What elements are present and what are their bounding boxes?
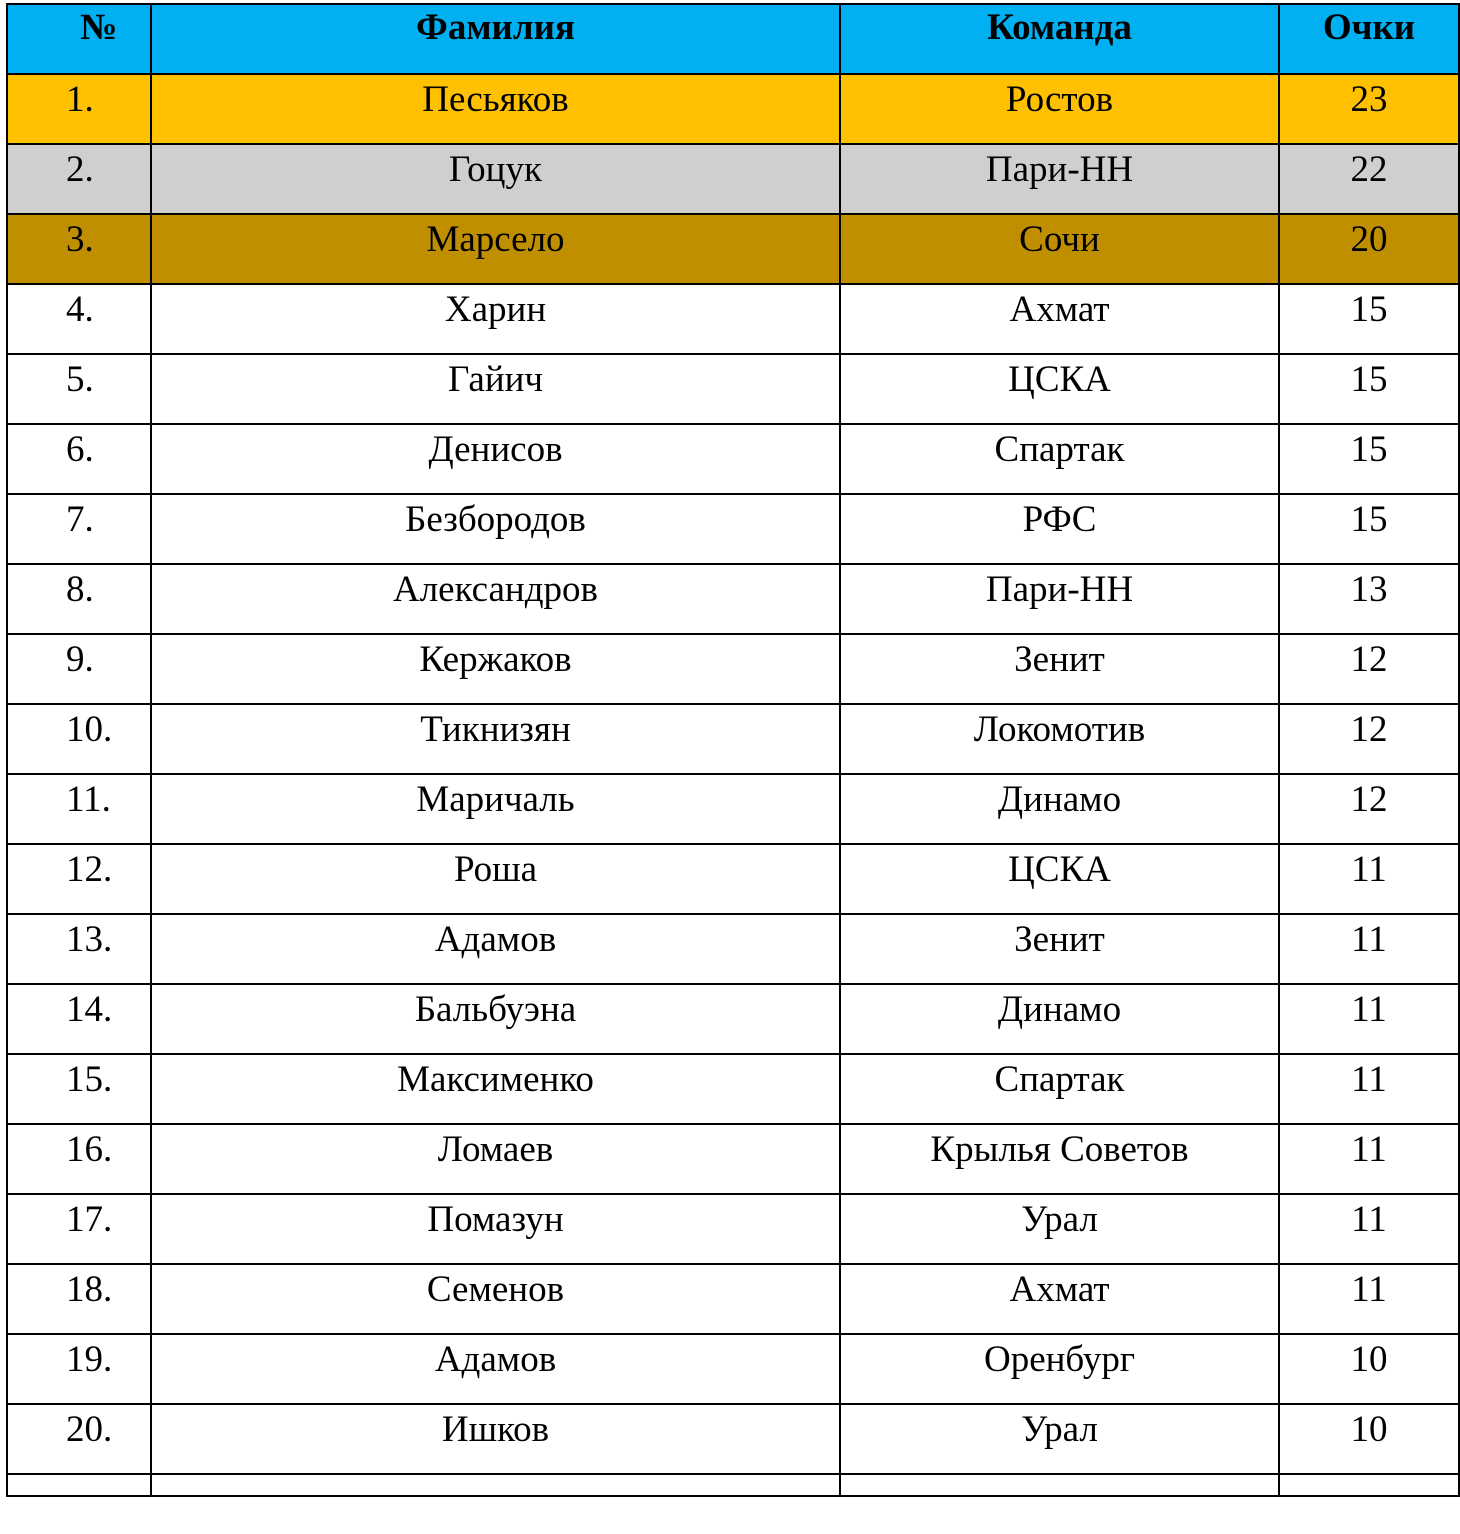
cell-surname: Ишков [151, 1404, 840, 1474]
cell-surname: Максименко [151, 1054, 840, 1124]
cell-surname: Кержаков [151, 634, 840, 704]
table-row [7, 354, 1459, 424]
cell-team: Ахмат [840, 284, 1279, 354]
cell-team: РФС [840, 494, 1279, 564]
cell-num: 2. [7, 144, 151, 214]
cell-surname: Марсело [151, 214, 840, 284]
cell-surname: Безбородов [151, 494, 840, 564]
cell-num: 18. [7, 1264, 151, 1334]
header-points: Очки [1279, 4, 1459, 74]
cell-surname: Харин [151, 284, 840, 354]
cell-num: 9. [7, 634, 151, 704]
cell-team: Сочи [840, 214, 1279, 284]
cell-surname: Помазун [151, 1194, 840, 1264]
cell-team: Спартак [840, 1054, 1279, 1124]
cell-num: 14. [7, 984, 151, 1054]
cell-team: Пари-НН [840, 564, 1279, 634]
cell-num: 3. [7, 214, 151, 284]
cell-num: 15. [7, 1054, 151, 1124]
cell-points: 15 [1279, 284, 1459, 354]
cell-points: 15 [1279, 354, 1459, 424]
table-row [7, 704, 1459, 774]
cell-surname: Гайич [151, 354, 840, 424]
cell-points: 11 [1279, 914, 1459, 984]
cell-num: 1. [7, 74, 151, 144]
cell-surname: Бальбуэна [151, 984, 840, 1054]
cell-points: 11 [1279, 844, 1459, 914]
table-row-partial [7, 1474, 1459, 1496]
cell-points: 11 [1279, 1264, 1459, 1334]
table-row [7, 984, 1459, 1054]
cell-empty [1279, 1474, 1459, 1496]
cell-points: 13 [1279, 564, 1459, 634]
cell-surname: Гоцук [151, 144, 840, 214]
table-row [7, 634, 1459, 704]
table-row [7, 284, 1459, 354]
cell-points: 23 [1279, 74, 1459, 144]
cell-team: Зенит [840, 914, 1279, 984]
table-row [7, 144, 1459, 214]
cell-points: 11 [1279, 984, 1459, 1054]
cell-points: 22 [1279, 144, 1459, 214]
cell-points: 11 [1279, 1194, 1459, 1264]
header-row [7, 4, 1459, 74]
cell-num: 13. [7, 914, 151, 984]
cell-num: 17. [7, 1194, 151, 1264]
cell-num: 10. [7, 704, 151, 774]
table-body [7, 74, 1459, 1496]
cell-num: 20. [7, 1404, 151, 1474]
cell-points: 11 [1279, 1124, 1459, 1194]
cell-empty [7, 1474, 151, 1496]
table-row [7, 1054, 1459, 1124]
header-num: № [7, 4, 151, 74]
standings-table [6, 3, 1460, 1497]
cell-num: 6. [7, 424, 151, 494]
cell-team: Урал [840, 1404, 1279, 1474]
cell-num: 5. [7, 354, 151, 424]
cell-num: 4. [7, 284, 151, 354]
cell-surname: Адамов [151, 914, 840, 984]
cell-num: 7. [7, 494, 151, 564]
table-row [7, 914, 1459, 984]
cell-team: Динамо [840, 984, 1279, 1054]
cell-surname: Семенов [151, 1264, 840, 1334]
cell-surname: Адамов [151, 1334, 840, 1404]
cell-points: 10 [1279, 1334, 1459, 1404]
cell-team: Пари-НН [840, 144, 1279, 214]
cell-num: 12. [7, 844, 151, 914]
cell-team: ЦСКА [840, 844, 1279, 914]
cell-points: 12 [1279, 634, 1459, 704]
table-row [7, 494, 1459, 564]
table-row [7, 424, 1459, 494]
cell-num: 11. [7, 774, 151, 844]
cell-points: 15 [1279, 494, 1459, 564]
cell-points: 15 [1279, 424, 1459, 494]
table-row [7, 1264, 1459, 1334]
cell-team: Спартак [840, 424, 1279, 494]
table-row [7, 74, 1459, 144]
table-row [7, 214, 1459, 284]
cell-surname: Песьяков [151, 74, 840, 144]
cell-team: Локомотив [840, 704, 1279, 774]
cell-points: 20 [1279, 214, 1459, 284]
cell-team: Ростов [840, 74, 1279, 144]
table-row [7, 1334, 1459, 1404]
cell-team: Урал [840, 1194, 1279, 1264]
cell-empty [840, 1474, 1279, 1496]
cell-team: Динамо [840, 774, 1279, 844]
table-row [7, 1194, 1459, 1264]
cell-surname: Маричаль [151, 774, 840, 844]
table-row [7, 844, 1459, 914]
cell-surname: Роша [151, 844, 840, 914]
cell-points: 12 [1279, 774, 1459, 844]
table-row [7, 564, 1459, 634]
cell-surname: Александров [151, 564, 840, 634]
cell-team: Оренбург [840, 1334, 1279, 1404]
cell-surname: Денисов [151, 424, 840, 494]
cell-team: Зенит [840, 634, 1279, 704]
header-surname: Фамилия [151, 4, 840, 74]
cell-team: ЦСКА [840, 354, 1279, 424]
cell-points: 11 [1279, 1054, 1459, 1124]
cell-empty [151, 1474, 840, 1496]
table-row [7, 774, 1459, 844]
cell-points: 12 [1279, 704, 1459, 774]
cell-num: 16. [7, 1124, 151, 1194]
cell-num: 19. [7, 1334, 151, 1404]
cell-team: Крылья Советов [840, 1124, 1279, 1194]
table-row [7, 1404, 1459, 1474]
table-row [7, 1124, 1459, 1194]
cell-surname: Ломаев [151, 1124, 840, 1194]
header-team: Команда [840, 4, 1279, 74]
cell-points: 10 [1279, 1404, 1459, 1474]
cell-num: 8. [7, 564, 151, 634]
cell-team: Ахмат [840, 1264, 1279, 1334]
cell-surname: Тикнизян [151, 704, 840, 774]
